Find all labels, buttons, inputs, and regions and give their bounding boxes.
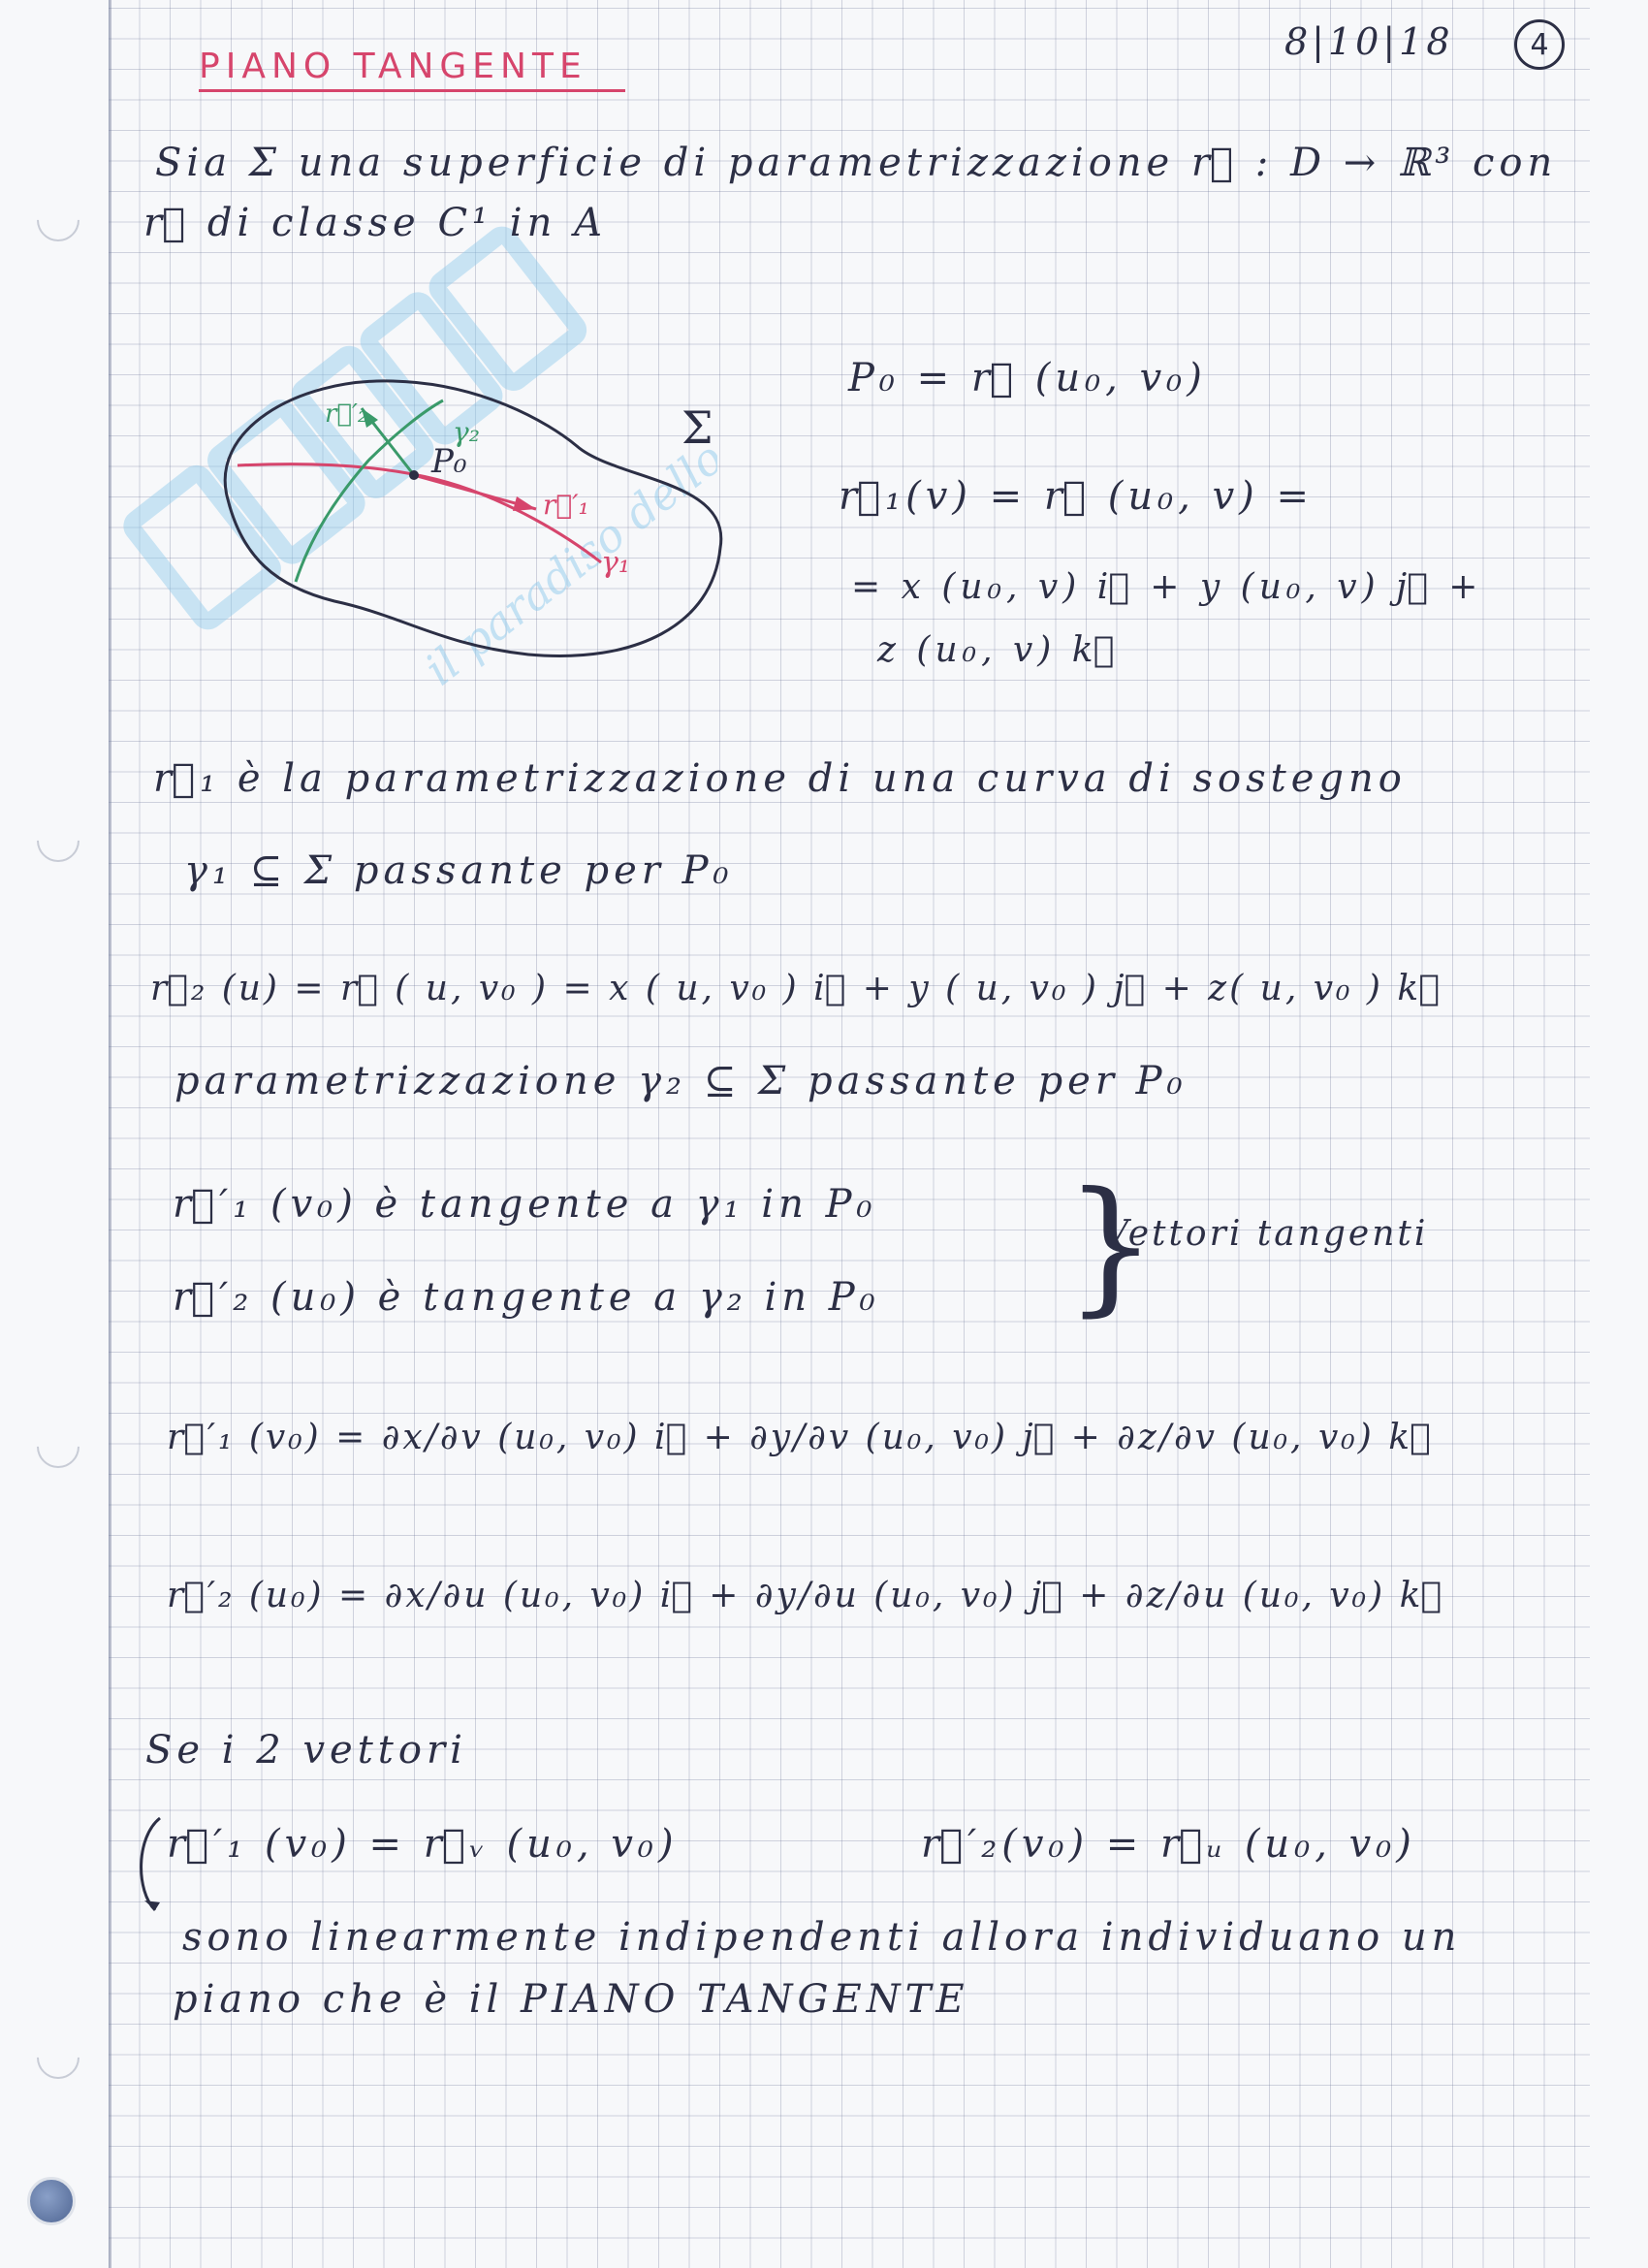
r1-definition-c: z (u₀, v) k⃗	[877, 630, 1120, 670]
point-p0	[409, 470, 419, 480]
r1-definition-b: = x (u₀, v) i⃗ + y (u₀, v) j⃗ +	[851, 567, 1483, 607]
text-line-5: parametrizzazione γ₂ ⊆ Σ passante per P₀	[174, 1059, 1188, 1103]
p0-definition: P₀ = r⃗ (u₀, v₀)	[848, 356, 1207, 400]
label-gamma-1: γ₁	[601, 546, 630, 580]
label-r2p: r⃗′₂	[325, 399, 368, 429]
label-r1p: r⃗′₁	[543, 489, 589, 521]
text-line-3: r⃗₁ è la parametrizzazione di una curva di sostegno	[153, 756, 1407, 801]
r2-definition: r⃗₂ (u) = r⃗ ( u, v₀ ) = x ( u, v₀ ) i⃗ + y ( u, v₀ ) j⃗ + z( u, v₀ ) k⃗	[150, 969, 1442, 1008]
text-line-7: sono linearmente indipendenti allora individuano un	[182, 1915, 1462, 1960]
margin-line	[109, 0, 111, 2268]
label-gamma-2: γ₂	[453, 416, 480, 448]
tangent-vectors-label: Vettori tangenti	[1103, 1214, 1429, 1254]
tangent-line-1: r⃗′₁ (v₀) è tangente a γ₁ in P₀	[173, 1182, 877, 1227]
left-margin	[0, 0, 109, 2268]
binder-dot-icon	[27, 2177, 76, 2225]
brace: }	[1064, 1162, 1157, 1330]
vector-eq-1: r⃗′₁ (v₀) = r⃗ᵥ (u₀, v₀)	[167, 1822, 679, 1867]
right-margin	[1590, 0, 1648, 2268]
label-p0: P₀	[431, 442, 467, 481]
vector-eq-2: r⃗′₂(v₀) = r⃗ᵤ (u₀, v₀)	[921, 1822, 1416, 1867]
text-line-1: Sia Σ una superficie di parametrizzazione r⃗ : D → ℝ³ con	[155, 141, 1558, 185]
curved-arrow-icon	[131, 1813, 170, 1920]
label-sigma: Σ	[681, 401, 713, 454]
curve-gamma-2	[296, 400, 443, 582]
arrow-head-1	[513, 496, 536, 511]
page-number: 4	[1514, 19, 1565, 70]
derivative-line-1: r⃗′₁ (v₀) = ∂x/∂v (u₀, v₀) i⃗ + ∂y/∂v (u₀, v₀) j⃗ + ∂z/∂v (u₀, v₀) k⃗	[167, 1418, 1434, 1457]
r1-definition-a: r⃗₁(v) = r⃗ (u₀, v) =	[839, 474, 1315, 519]
date: 8|10|18	[1284, 20, 1454, 63]
surface-diagram	[189, 354, 751, 684]
page-title: PIANO TANGENTE	[199, 47, 587, 86]
tangent-line-2: r⃗′₂ (u₀) è tangente a γ₂ in P₀	[173, 1275, 880, 1320]
derivative-line-2: r⃗′₂ (u₀) = ∂x/∂u (u₀, v₀) i⃗ + ∂y/∂u (u₀, v₀) j⃗ + ∂z/∂u (u₀, v₀) k⃗	[167, 1576, 1445, 1615]
title-underline	[199, 89, 625, 92]
text-line-8: piano che è il PIANO TANGENTE	[173, 1977, 969, 2022]
text-line-6: Se i 2 vettori	[145, 1728, 467, 1773]
text-line-4: γ₁ ⊆ Σ passante per P₀	[184, 848, 734, 893]
text-line-2: r⃗ di classe C¹ in A	[143, 201, 607, 245]
